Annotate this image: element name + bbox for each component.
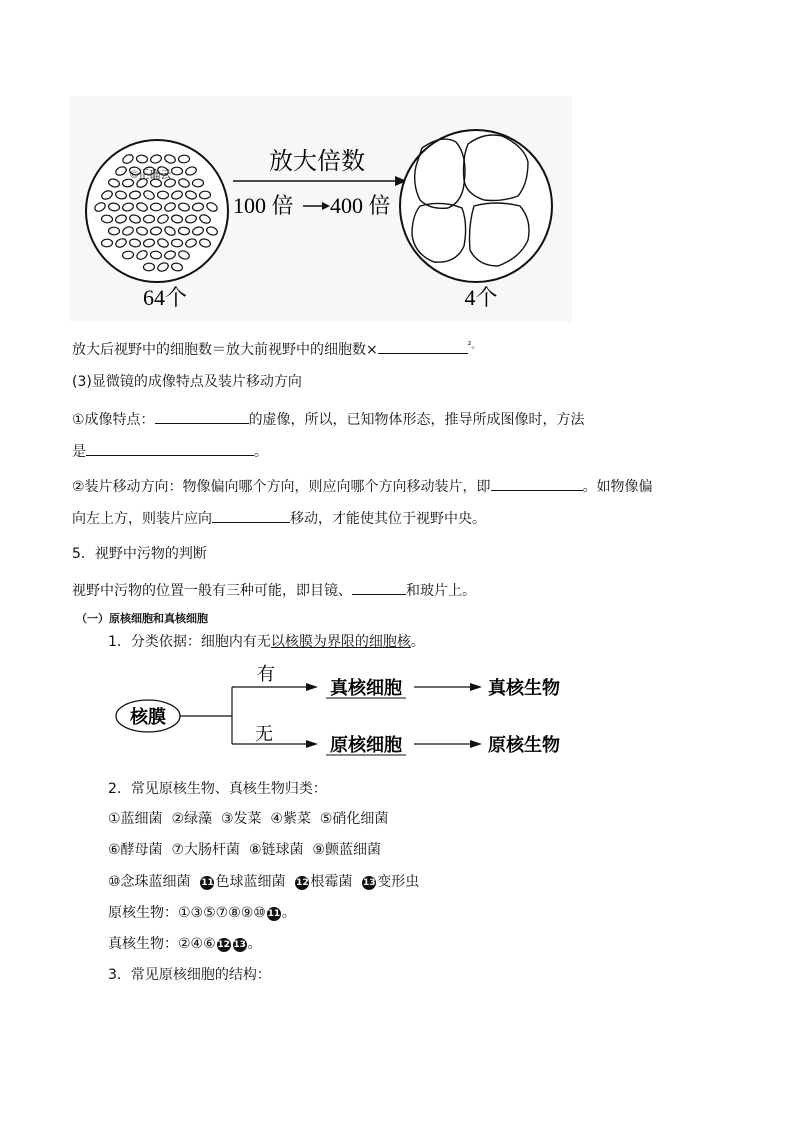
organism-item: 色球蓝细菌	[215, 874, 286, 890]
number-badge: 13	[363, 878, 376, 888]
organism-item: ①蓝细菌	[108, 811, 163, 827]
imaging-blank-2[interactable]	[86, 441, 254, 456]
organism-item: ⑨颤蓝细菌	[312, 842, 381, 858]
dirt-location-line: 视野中污物的位置一般有三种可能，即目镜、 和玻片上。	[72, 580, 476, 601]
section-3-title: (3)显微镜的成像特点及装片移动方向	[72, 374, 302, 390]
structure-title: 3．常见原核细胞的结构：	[108, 967, 271, 983]
prokaryote-list: 原核生物：①③⑤⑦⑧⑨⑩ 11 。	[108, 905, 296, 921]
organism-item: ④紫菜	[270, 811, 311, 827]
classification-basis: 1．分类依据：细胞内有无以核膜为界限的细胞核。	[108, 634, 425, 650]
from-magnification: 100 倍	[233, 193, 294, 218]
cell-count-formula: 放大后视野中的细胞数＝放大前视野中的细胞数× $^{^2。}$	[72, 341, 481, 358]
prokaryote: 原核生物	[488, 735, 560, 755]
sort-title: 2．常见原核生物、真核生物归类：	[108, 781, 327, 797]
moving-blank-2[interactable]	[212, 508, 290, 523]
organism-item: ⑦大肠杆菌	[171, 842, 241, 858]
formula-blank[interactable]	[378, 339, 468, 354]
number-badge: 11	[267, 909, 281, 919]
branch-yes: 有	[257, 664, 275, 684]
magnification-figure	[70, 96, 572, 322]
number-badge: 12	[217, 940, 230, 950]
number-badge: 13	[233, 940, 246, 950]
eukaryotic-cell: 真核细胞	[330, 678, 402, 698]
organism-item: ⑥酵母菌	[108, 842, 163, 858]
organism-row-2	[108, 840, 381, 860]
imaging-blank-1[interactable]	[155, 409, 249, 424]
eukaryote: 真核生物	[488, 678, 560, 698]
organism-row-1	[108, 809, 388, 829]
prokaryotic-cell: 原核细胞	[330, 735, 402, 755]
organism-item: ③发菜	[220, 811, 262, 827]
high-mag-field	[400, 130, 552, 282]
imaging-features-line1: ①成像特点： 的虚像，所以，已知物体形态，推导所成图像时，方法	[72, 409, 585, 430]
moving-blank-1[interactable]	[491, 476, 583, 491]
section-5-title: 5．视野中污物的判断	[72, 546, 207, 562]
branch-no: 无	[255, 724, 273, 744]
organism-item: 根霉菌	[310, 874, 353, 890]
moving-direction-line2: 向左上方，则装片应向 移动，才能使其位于视野中央。	[72, 508, 486, 529]
number-badge: 12	[296, 878, 309, 888]
dirt-blank[interactable]	[352, 580, 406, 595]
low-mag-count: 64个	[142, 285, 188, 310]
eukaryote-list: 真核生物：②④⑥ 12 13 。	[108, 936, 262, 952]
root-node: 核膜	[130, 707, 166, 727]
watermark: ©正确云	[130, 169, 172, 181]
number-badge: 11	[201, 878, 214, 888]
organism-row-3	[108, 872, 419, 892]
organism-item: 变形虫	[377, 874, 420, 890]
arrow-top-label: 放大倍数	[269, 149, 365, 175]
organism-item: ②绿藻	[171, 811, 213, 827]
organism-item: ⑩念珠蓝细菌	[108, 874, 191, 890]
low-mag-field	[86, 140, 228, 282]
imaging-features-line2: 是 。	[72, 441, 268, 462]
moving-direction-line1: ②装片移动方向：物像偏向哪个方向，则应向哪个方向移动装片，即 。如物像偏	[72, 476, 653, 497]
classification-diagram	[108, 658, 578, 766]
organism-item: ⑧链球菌	[248, 842, 304, 858]
high-mag-count: 4个	[464, 285, 498, 310]
part-1-title: （一）原核细胞和真核细胞	[76, 612, 208, 625]
organism-item: ⑤硝化细菌	[319, 811, 389, 827]
to-magnification: 400 倍	[330, 193, 391, 218]
